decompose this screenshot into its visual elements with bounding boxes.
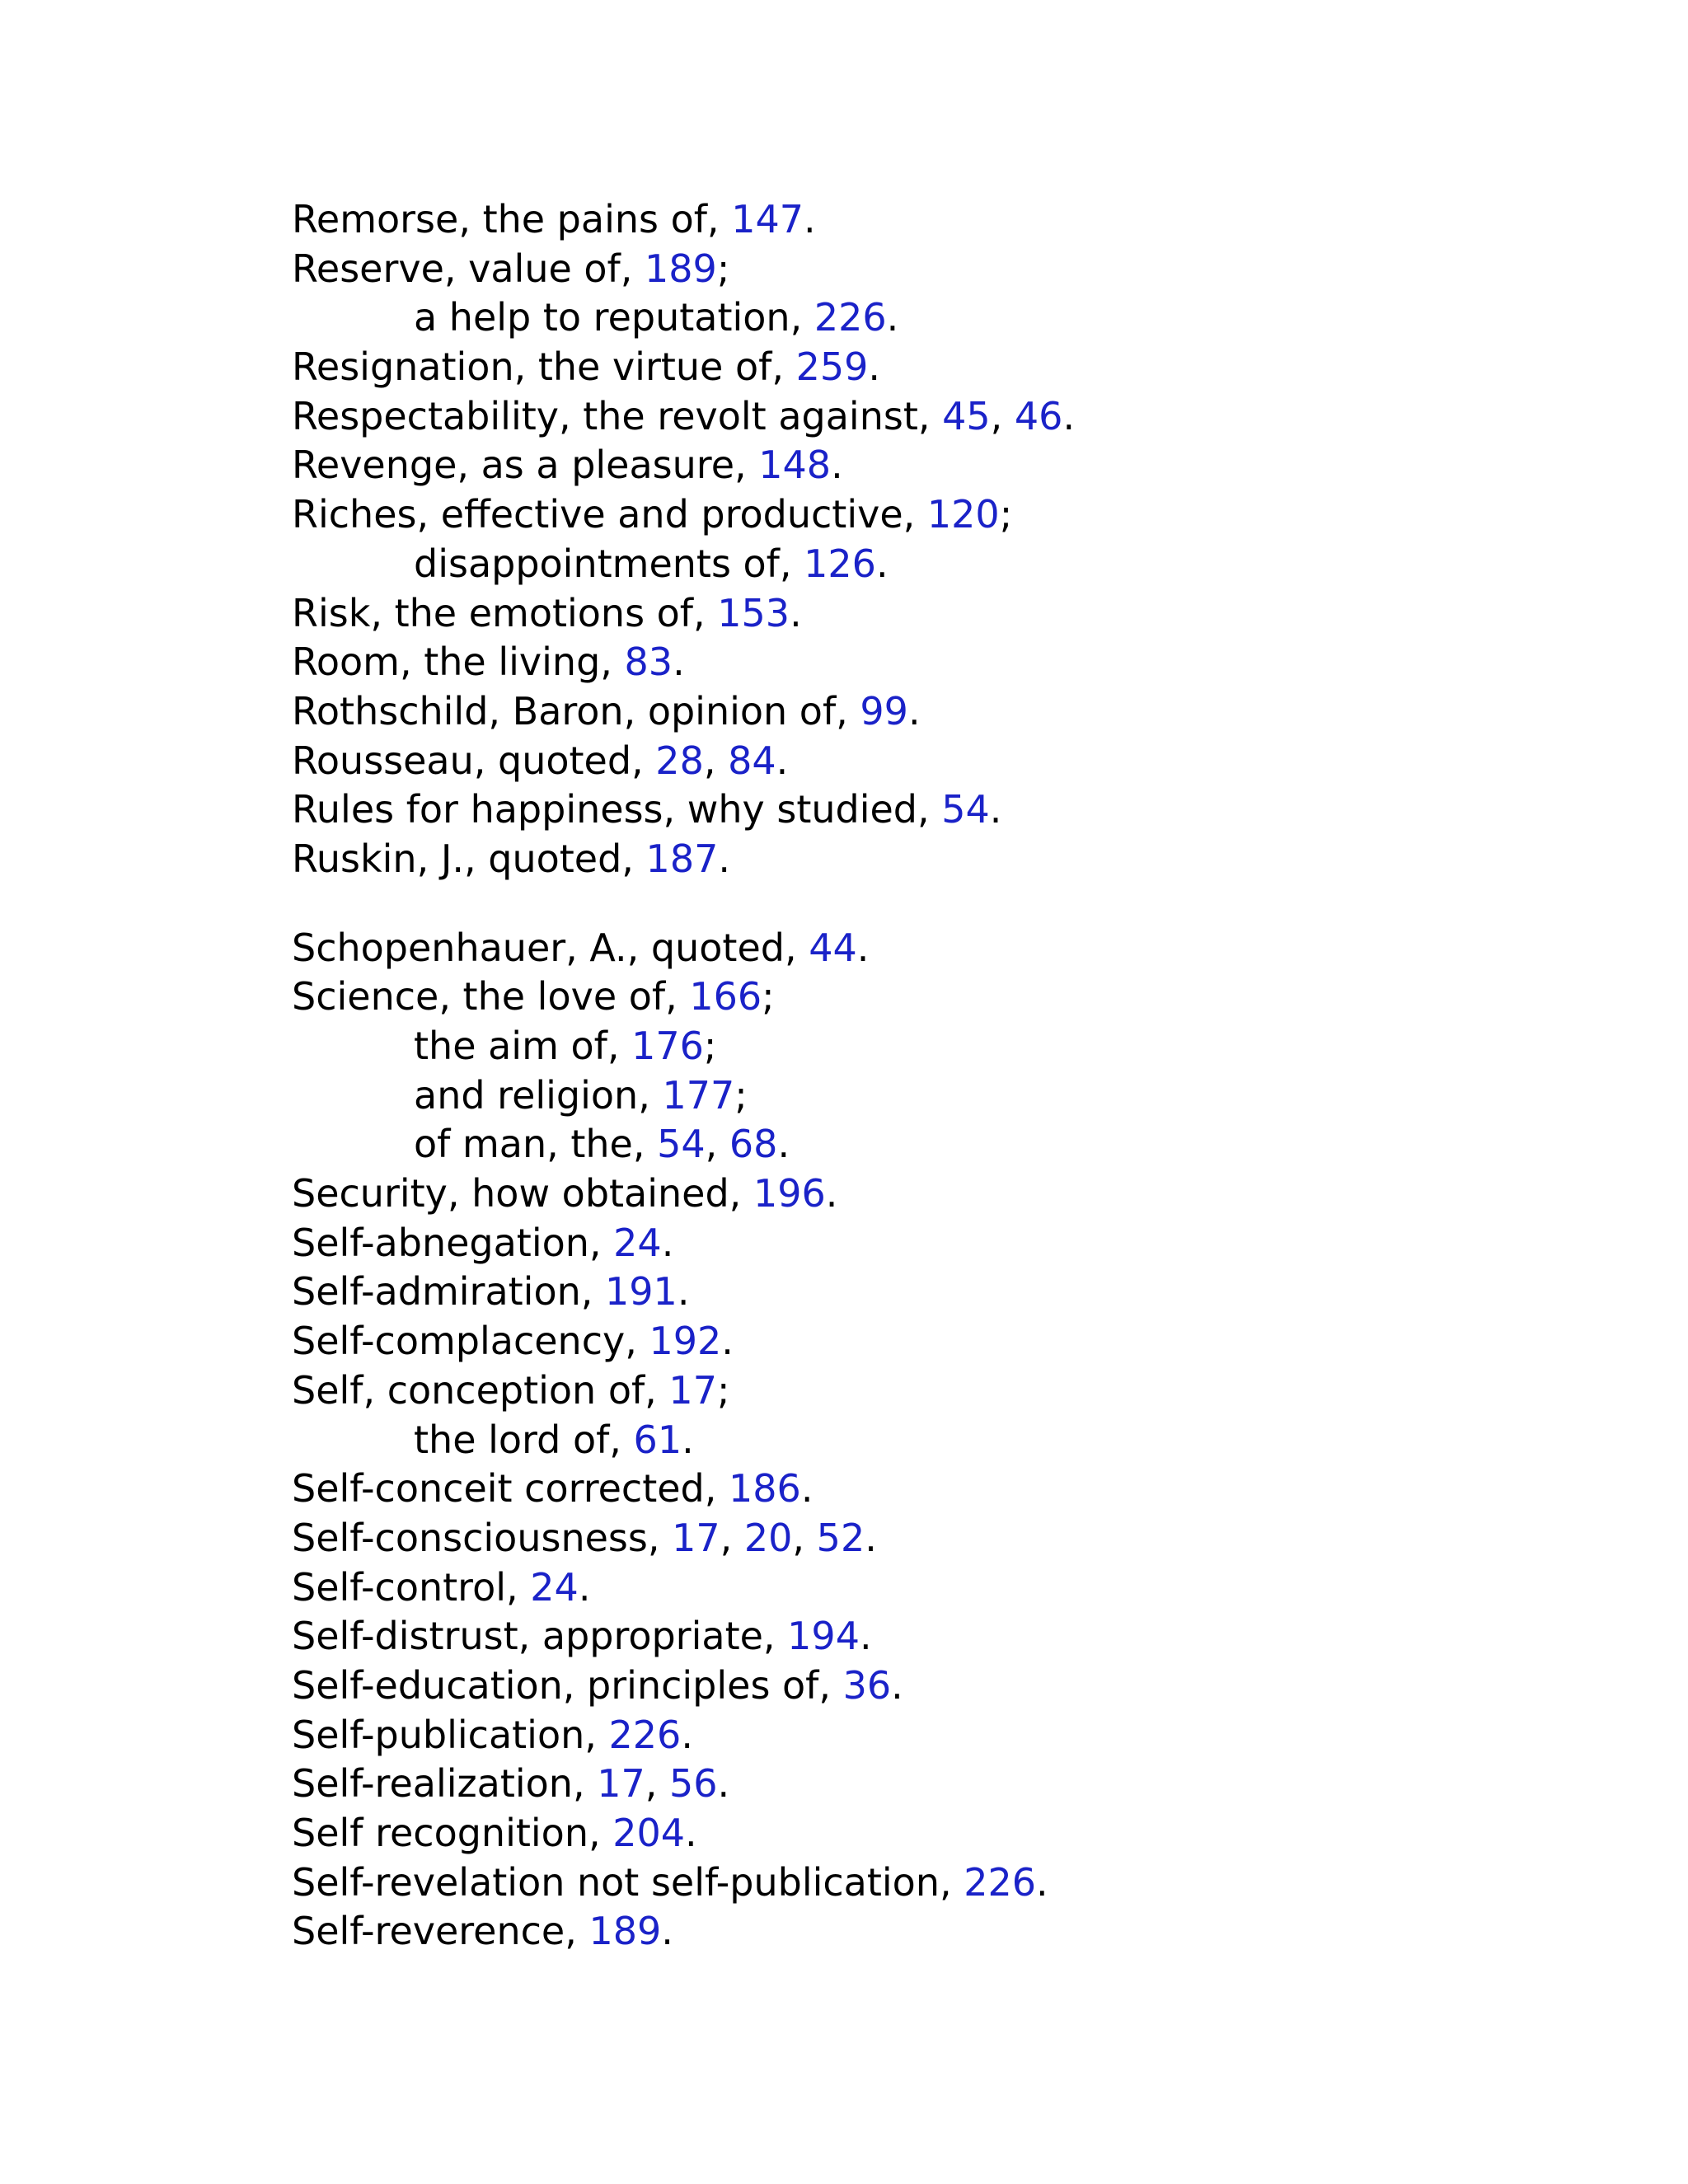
entry-end-punctuation: . <box>856 925 870 970</box>
index-subentry <box>292 540 1611 589</box>
index-entry <box>292 1661 1611 1711</box>
entry-text: of man, the, <box>414 1122 658 1167</box>
page-separator: , <box>705 1122 729 1167</box>
entry-text: Self-education, principles of, <box>292 1662 843 1708</box>
index-entry <box>292 392 1611 442</box>
entry-text: Self-publication, <box>292 1712 609 1757</box>
page-link[interactable]: 17 <box>672 1515 720 1560</box>
page-link[interactable]: 147 <box>731 197 804 241</box>
entry-end-punctuation: . <box>776 738 789 783</box>
index-entry <box>292 245 1611 294</box>
entry-text: and religion, <box>414 1072 663 1118</box>
page-link[interactable]: 226 <box>814 295 887 340</box>
page-link[interactable]: 17 <box>597 1761 645 1807</box>
index-subentry <box>292 293 1611 343</box>
page-link[interactable]: 153 <box>717 590 790 635</box>
index-entry <box>292 195 1611 245</box>
index-entry <box>292 1268 1611 1317</box>
page-link[interactable]: 52 <box>816 1515 865 1560</box>
entry-text: Rousseau, quoted, <box>292 738 656 783</box>
index-entry <box>292 785 1611 835</box>
index-entry <box>292 924 1611 973</box>
entry-end-punctuation: . <box>790 590 802 635</box>
entry-text: Self-realization, <box>292 1761 598 1807</box>
page-link[interactable]: 189 <box>645 246 717 291</box>
entry-text: a help to reputation, <box>414 295 814 340</box>
index-group-r <box>292 195 1611 884</box>
entry-text: Self recognition, <box>292 1811 613 1855</box>
page-separator: , <box>792 1515 817 1560</box>
entry-end-punctuation: . <box>831 443 843 488</box>
entry-end-punctuation: . <box>717 1761 730 1807</box>
page-link[interactable]: 84 <box>728 738 776 783</box>
entry-end-punctuation: . <box>804 197 816 241</box>
page-link[interactable]: 186 <box>729 1466 801 1511</box>
entry-end-punctuation: . <box>868 344 881 390</box>
index-entry <box>292 1907 1611 1957</box>
entry-end-punctuation: . <box>682 1417 694 1462</box>
index-entry <box>292 589 1611 639</box>
page-link[interactable]: 28 <box>655 738 704 783</box>
index-entry <box>292 737 1611 786</box>
entry-text: Room, the living, <box>292 640 625 685</box>
page-link[interactable]: 44 <box>809 925 857 970</box>
entry-text: Revenge, as a pleasure, <box>292 443 759 488</box>
page-link[interactable]: 24 <box>530 1564 579 1610</box>
page-link[interactable]: 54 <box>941 787 990 832</box>
entry-end-punctuation: ; <box>762 974 775 1019</box>
index-entry <box>292 1563 1611 1613</box>
entry-end-punctuation: . <box>1062 393 1076 438</box>
index-page <box>292 195 1611 1957</box>
page-separator: , <box>990 393 1015 438</box>
entry-end-punctuation: . <box>718 836 730 881</box>
entry-end-punctuation: . <box>721 1319 734 1364</box>
page-link[interactable]: 192 <box>649 1319 722 1364</box>
page-link[interactable]: 194 <box>787 1614 860 1659</box>
index-entry <box>292 1711 1611 1760</box>
entry-text: Resignation, the virtue of, <box>292 344 796 390</box>
entry-end-punctuation: . <box>859 1614 872 1659</box>
entry-end-punctuation: ; <box>999 492 1013 537</box>
page-link[interactable]: 177 <box>662 1072 735 1118</box>
entry-end-punctuation: . <box>1036 1859 1048 1905</box>
entry-end-punctuation: . <box>891 1662 903 1708</box>
page-link[interactable]: 176 <box>631 1024 704 1068</box>
page-link[interactable]: 189 <box>588 1909 662 1954</box>
entry-end-punctuation: . <box>886 295 899 340</box>
entry-end-punctuation: . <box>673 640 685 685</box>
entry-text: the lord of, <box>414 1417 634 1462</box>
entry-text: Reserve, value of, <box>292 246 645 291</box>
entry-text: Self-distrust, appropriate, <box>292 1614 788 1659</box>
page-link[interactable]: 204 <box>612 1811 686 1855</box>
page-link[interactable]: 226 <box>608 1712 682 1757</box>
index-entry <box>292 1809 1611 1858</box>
entry-text: the aim of, <box>414 1024 632 1068</box>
entry-text: Self-reverence, <box>292 1909 589 1954</box>
index-subentry <box>292 1022 1611 1071</box>
entry-end-punctuation: ; <box>703 1024 717 1068</box>
page-link[interactable]: 120 <box>926 492 1000 537</box>
page-link[interactable]: 17 <box>668 1367 717 1413</box>
index-entry <box>292 1465 1611 1514</box>
index-entry <box>292 343 1611 392</box>
entry-text: Remorse, the pains of, <box>292 197 732 241</box>
index-entry <box>292 490 1611 540</box>
page-link[interactable]: 54 <box>657 1122 706 1167</box>
entry-text: Self-complacency, <box>292 1319 649 1364</box>
entry-text: Self-control, <box>292 1564 531 1610</box>
entry-text: disappointments of, <box>414 541 804 586</box>
entry-end-punctuation: . <box>875 541 889 586</box>
entry-text: Rothschild, Baron, opinion of, <box>292 688 860 733</box>
entry-text: Respectability, the revolt against, <box>292 393 943 438</box>
entry-text: Self-admiration, <box>292 1269 605 1315</box>
page-separator: , <box>703 738 729 783</box>
index-entry <box>292 1612 1611 1661</box>
entry-end-punctuation: ; <box>716 246 730 291</box>
page-link[interactable]: 226 <box>964 1859 1037 1905</box>
entry-text: Ruskin, J., quoted, <box>292 836 646 881</box>
index-entry <box>292 835 1611 884</box>
page-link[interactable]: 56 <box>669 1761 718 1807</box>
page-link[interactable]: 126 <box>804 541 876 586</box>
page-link[interactable]: 36 <box>842 1662 892 1708</box>
index-group-s <box>292 924 1611 1957</box>
entry-end-punctuation: . <box>661 1220 674 1265</box>
entry-end-punctuation: . <box>825 1171 838 1216</box>
entry-text: Self-abnegation, <box>292 1220 614 1265</box>
page-link[interactable]: 259 <box>795 344 869 390</box>
entry-text: Schopenhauer, A., quoted, <box>292 925 809 970</box>
entry-end-punctuation: . <box>677 1269 690 1315</box>
entry-end-punctuation: . <box>578 1564 591 1610</box>
index-entry <box>292 687 1611 737</box>
index-entry <box>292 441 1611 490</box>
entry-text: Self-consciousness, <box>292 1515 673 1560</box>
index-entry <box>292 1169 1611 1219</box>
index-subentry <box>292 1120 1611 1169</box>
page-link[interactable]: 61 <box>633 1417 682 1462</box>
page-link[interactable]: 148 <box>758 443 832 488</box>
entry-end-punctuation: . <box>907 688 921 733</box>
page-link[interactable]: 20 <box>743 1515 793 1560</box>
index-entry <box>292 638 1611 687</box>
page-link[interactable]: 45 <box>942 393 991 438</box>
entry-end-punctuation: ; <box>716 1367 730 1413</box>
index-subentry <box>292 1416 1611 1465</box>
page-link[interactable]: 46 <box>1014 393 1063 438</box>
entry-end-punctuation: . <box>681 1712 693 1757</box>
entry-end-punctuation: . <box>989 787 1002 832</box>
entry-text: Riches, effective and productive, <box>292 492 927 537</box>
entry-text: Security, how obtained, <box>292 1171 753 1216</box>
index-subentry <box>292 1071 1611 1121</box>
page-link[interactable]: 196 <box>753 1171 826 1216</box>
entry-text: Self, conception of, <box>292 1367 669 1413</box>
page-link[interactable]: 191 <box>605 1269 678 1315</box>
entry-text: Science, the love of, <box>292 974 690 1019</box>
entry-end-punctuation: ; <box>734 1072 748 1118</box>
page-link[interactable]: 83 <box>624 640 673 685</box>
entry-text: Risk, the emotions of, <box>292 590 718 635</box>
page-link[interactable]: 99 <box>860 688 908 733</box>
entry-text: Self-conceit corrected, <box>292 1466 729 1511</box>
page-separator: , <box>720 1515 744 1560</box>
page-link[interactable]: 24 <box>613 1220 662 1265</box>
index-entry <box>292 1366 1611 1416</box>
index-entry <box>292 1317 1611 1366</box>
index-entry <box>292 1858 1611 1908</box>
entry-text: Self-revelation not self-publication, <box>292 1859 964 1905</box>
entry-end-punctuation: . <box>777 1122 790 1167</box>
index-entry <box>292 972 1611 1022</box>
index-entry <box>292 1219 1611 1268</box>
page-link[interactable]: 187 <box>645 836 719 881</box>
entry-text: Rules for happiness, why studied, <box>292 787 942 832</box>
page-link[interactable]: 68 <box>729 1122 778 1167</box>
entry-end-punctuation: . <box>800 1466 814 1511</box>
entry-end-punctuation: . <box>685 1811 697 1855</box>
entry-end-punctuation: . <box>661 1909 673 1954</box>
page-separator: , <box>645 1761 669 1807</box>
entry-end-punctuation: . <box>865 1515 877 1560</box>
index-entry <box>292 1760 1611 1809</box>
index-entry <box>292 1514 1611 1563</box>
page-link[interactable]: 166 <box>689 974 762 1019</box>
